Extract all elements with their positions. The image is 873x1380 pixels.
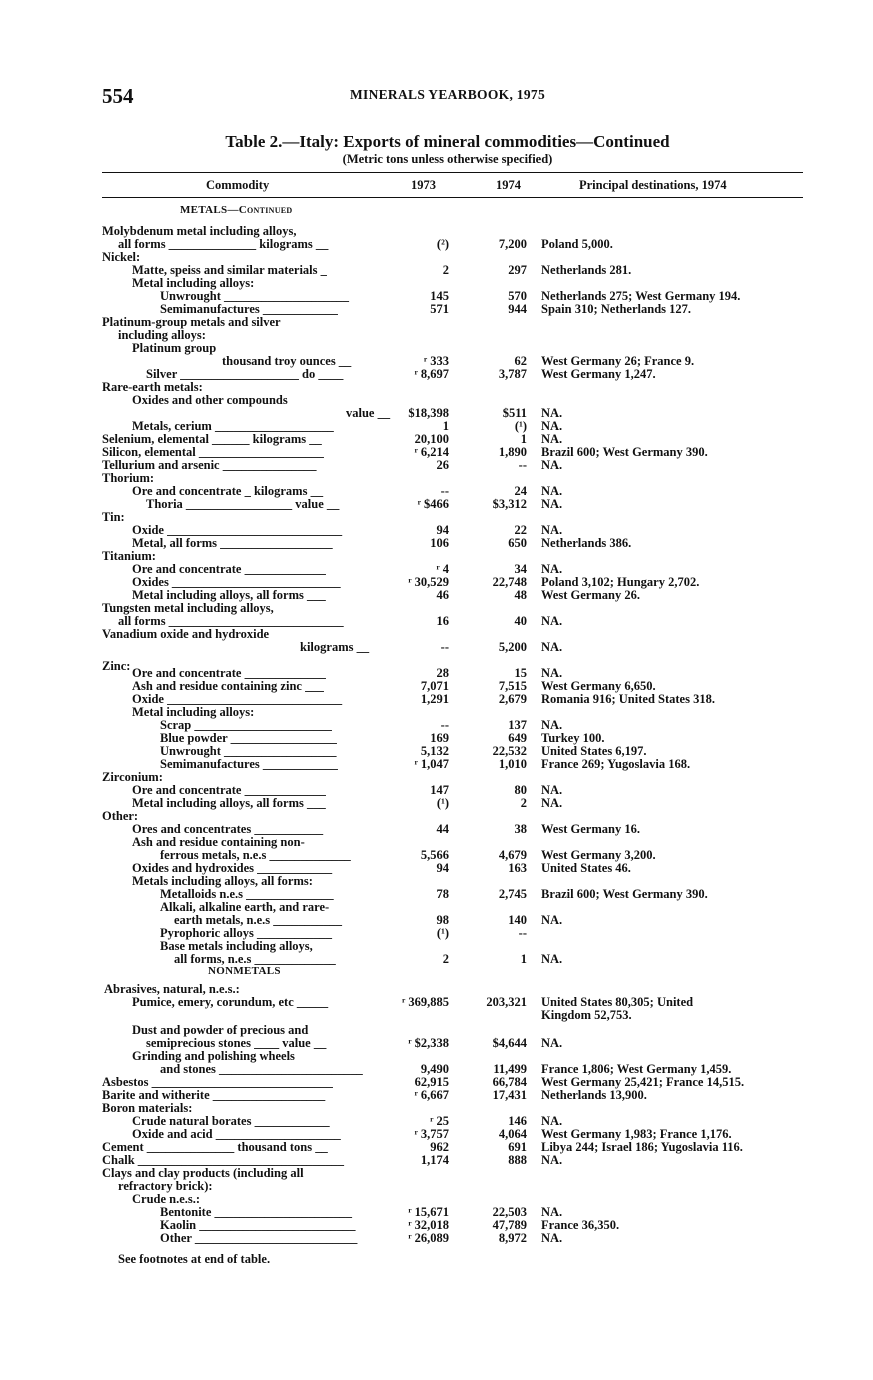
commodity-cell: thousand troy ounces __ <box>222 354 352 368</box>
destinations-cell: Poland 5,000. <box>541 237 613 251</box>
commodity-cell: Tungsten metal including alloys, <box>102 601 274 615</box>
commodity-cell: Ash and residue containing non- <box>132 835 305 849</box>
value-1973-cell: ʳ 8,697 <box>414 367 449 381</box>
destinations-cell: Kingdom 52,753. <box>541 1008 632 1022</box>
value-1973-cell: 44 <box>436 822 449 836</box>
destinations-cell: Libya 244; Israel 186; Yugoslavia 116. <box>541 1140 743 1154</box>
value-1974-cell: 48 <box>514 588 527 602</box>
table-row <box>0 329 873 342</box>
commodity-cell: Silicon, elemental ____________________ <box>102 445 324 459</box>
destinations-cell: NA. <box>541 1205 563 1219</box>
commodity-cell: Grinding and polishing wheels <box>132 1049 295 1063</box>
table-row <box>0 862 873 875</box>
table-row <box>0 472 873 485</box>
destinations-cell: NA. <box>541 783 563 797</box>
commodity-cell: Ash and residue containing zinc ___ <box>132 679 324 693</box>
value-1973-cell: 2 <box>442 952 449 966</box>
commodity-cell: Molybdenum metal including alloys, <box>102 224 297 238</box>
value-1974-cell: 24 <box>514 484 527 498</box>
value-1973-cell: ʳ 3,757 <box>414 1127 449 1141</box>
value-1973-cell: ʳ 15,671 <box>408 1205 449 1219</box>
header-top-rule <box>102 172 803 173</box>
commodity-cell: Vanadium oxide and hydroxide <box>102 627 270 641</box>
destinations-cell: France 269; Yugoslavia 168. <box>541 757 691 771</box>
header-bottom-rule <box>102 197 803 198</box>
value-1973-cell: 5,132 <box>420 744 449 758</box>
destinations-cell: United States 46. <box>541 861 631 875</box>
commodity-cell: Metal including alloys, all forms ___ <box>132 588 326 602</box>
value-1973-cell: ʳ 6,667 <box>414 1088 449 1102</box>
commodity-cell: Metal including alloys: <box>132 276 255 290</box>
commodity-cell: Ore and concentrate _ kilograms __ <box>132 484 324 498</box>
commodity-cell: Matte, speiss and similar materials _ <box>132 263 327 277</box>
commodity-cell: Oxides ___________________________ <box>132 575 341 589</box>
value-1974-cell: 62 <box>514 354 527 368</box>
commodity-cell: all forms ______________ kilograms __ <box>118 237 329 251</box>
value-1973-cell: -- <box>440 718 449 732</box>
destinations-cell: Spain 310; Netherlands 127. <box>541 302 692 316</box>
destinations-cell: NA. <box>541 458 563 472</box>
value-1974-cell: $3,312 <box>492 497 527 511</box>
commodity-cell: and stones _______________________ <box>160 1062 363 1076</box>
commodity-cell: Alkali, alkaline earth, and rare- <box>160 900 330 914</box>
commodity-cell: Metal, all forms __________________ <box>132 536 333 550</box>
value-1973-cell: 169 <box>430 731 449 745</box>
table-row <box>0 706 873 719</box>
value-1974-cell: 22,503 <box>492 1205 527 1219</box>
value-1973-cell: ʳ 333 <box>423 354 449 368</box>
commodity-cell: Other: <box>102 809 139 823</box>
destinations-cell: Netherlands 275; West Germany 194. <box>541 289 741 303</box>
destinations-cell: NA. <box>541 718 563 732</box>
value-1974-cell: 203,321 <box>486 995 527 1009</box>
destinations-cell: NA. <box>541 432 563 446</box>
value-1973-cell: 94 <box>436 523 449 537</box>
commodity-cell: Oxide ____________________________ <box>132 523 343 537</box>
commodity-cell: Oxide ____________________________ <box>132 692 343 706</box>
value-1973-cell: 46 <box>436 588 449 602</box>
value-1973-cell: 94 <box>436 861 449 875</box>
commodity-cell: Titanium: <box>102 549 156 563</box>
column-header-commodity: Commodity <box>206 178 270 192</box>
table-title: Table 2.—Italy: Exports of mineral commodities—Continued <box>225 132 670 151</box>
value-1974-cell: 5,200 <box>498 640 527 654</box>
destinations-cell: France 36,350. <box>541 1218 620 1232</box>
value-1974-cell: 80 <box>514 783 527 797</box>
value-1974-cell: 649 <box>508 731 527 745</box>
destinations-cell: West Germany 3,200. <box>541 848 656 862</box>
commodity-cell: Barite and witherite __________________ <box>102 1088 326 1102</box>
value-1974-cell: 7,200 <box>498 237 527 251</box>
value-1973-cell: -- <box>440 484 449 498</box>
column-header-1974: 1974 <box>496 178 521 192</box>
value-1973-cell: 1,291 <box>420 692 449 706</box>
commodity-cell: Tin: <box>102 510 125 524</box>
commodity-cell: Dust and powder of precious and <box>132 1023 309 1037</box>
value-1974-cell: 140 <box>508 913 527 927</box>
commodity-cell: Kaolin _________________________ <box>160 1218 356 1232</box>
value-1974-cell: 8,972 <box>498 1231 527 1245</box>
destinations-cell: West Germany 6,650. <box>541 679 656 693</box>
value-1973-cell: 962 <box>430 1140 449 1154</box>
commodity-cell: Zirconium: <box>102 770 163 784</box>
commodity-cell: Chalk _________________________________ <box>102 1153 345 1167</box>
value-1974-cell: 47,789 <box>492 1218 527 1232</box>
commodity-cell: refractory brick): <box>118 1179 213 1193</box>
destinations-cell: Netherlands 386. <box>541 536 632 550</box>
value-1974-cell: 650 <box>508 536 527 550</box>
commodity-cell: Base metals including alloys, <box>160 939 313 953</box>
destinations-cell: West Germany 25,421; France 14,515. <box>541 1075 745 1089</box>
commodity-cell: Silver ___________________ do ____ <box>146 367 344 381</box>
destinations-cell: NA. <box>541 523 563 537</box>
value-1974-cell: 4,064 <box>498 1127 527 1141</box>
value-1973-cell: 1,174 <box>420 1153 449 1167</box>
value-1973-cell: 98 <box>436 913 449 927</box>
value-1973-cell: 106 <box>430 536 449 550</box>
destinations-cell: NA. <box>541 913 563 927</box>
commodity-cell: Platinum group <box>132 341 217 355</box>
destinations-cell: Brazil 600; West Germany 390. <box>541 445 708 459</box>
table-row <box>0 381 873 394</box>
commodity-cell: Scrap ______________________ <box>160 718 332 732</box>
value-1974-cell: 7,515 <box>498 679 527 693</box>
table-row <box>0 693 873 706</box>
value-1974-cell: 22 <box>514 523 527 537</box>
destinations-cell: West Germany 16. <box>541 822 640 836</box>
destinations-cell: Turkey 100. <box>541 731 605 745</box>
destinations-cell: NA. <box>541 484 563 498</box>
commodity-cell: Other __________________________ <box>160 1231 358 1245</box>
value-1973-cell: $18,398 <box>408 406 449 420</box>
value-1974-cell: 15 <box>514 666 527 680</box>
table-row <box>0 888 873 901</box>
value-1974-cell: $4,644 <box>492 1036 527 1050</box>
table-row <box>0 1037 873 1050</box>
commodity-cell: Nickel: <box>102 250 141 264</box>
commodity-cell: Metal including alloys: <box>132 705 255 719</box>
commodity-cell: ferrous metals, n.e.s _____________ <box>160 848 351 862</box>
value-1973-cell: (²) <box>436 237 449 251</box>
value-1973-cell: ʳ 369,885 <box>402 995 449 1009</box>
destinations-cell: United States 6,197. <box>541 744 647 758</box>
commodity-cell: all forms, n.e.s _____________ <box>174 952 336 966</box>
page-number: 554 <box>102 84 134 108</box>
commodity-cell: including alloys: <box>118 328 206 342</box>
destinations-cell: West Germany 1,983; France 1,176. <box>541 1127 732 1141</box>
table-row <box>0 1180 873 1193</box>
destinations-cell: Netherlands 281. <box>541 263 632 277</box>
commodity-cell: Semimanufactures ____________ <box>160 302 338 316</box>
commodity-cell: Thoria _________________ value __ <box>146 497 340 511</box>
commodity-cell: Ore and concentrate _____________ <box>132 783 326 797</box>
value-1974-cell: 1,010 <box>498 757 527 771</box>
value-1973-cell: ʳ 30,529 <box>408 575 449 589</box>
destinations-cell: France 1,806; West Germany 1,459. <box>541 1062 732 1076</box>
destinations-cell: NA. <box>541 1036 563 1050</box>
value-1973-cell: 145 <box>430 289 449 303</box>
value-1974-cell: 1,890 <box>498 445 527 459</box>
value-1973-cell: ʳ $466 <box>417 497 449 511</box>
value-1973-cell: 62,915 <box>414 1075 449 1089</box>
destinations-cell: NA. <box>541 497 563 511</box>
destinations-cell: NA. <box>541 614 563 628</box>
commodity-cell: Ore and concentrate _____________ <box>132 666 326 680</box>
commodity-cell: Unwrought ____________________ <box>160 289 350 303</box>
value-1974-cell: 1 <box>520 432 527 446</box>
value-1974-cell: 22,748 <box>492 575 527 589</box>
value-1974-cell: 137 <box>508 718 527 732</box>
value-1974-cell: $511 <box>502 406 527 420</box>
commodity-cell: Ore and concentrate _____________ <box>132 562 326 576</box>
value-1974-cell: 163 <box>508 861 527 875</box>
value-1973-cell: 147 <box>430 783 449 797</box>
commodity-cell: Crude n.e.s.: <box>132 1192 201 1206</box>
commodity-cell: Metal including alloys, all forms ___ <box>132 796 326 810</box>
value-1974-cell: 22,532 <box>492 744 527 758</box>
table-row <box>0 1009 873 1022</box>
destinations-cell: Brazil 600; West Germany 390. <box>541 887 708 901</box>
table-row <box>0 264 873 277</box>
value-1974-cell: -- <box>518 458 527 472</box>
column-header-1973: 1973 <box>411 178 436 192</box>
commodity-cell: Oxides and other compounds <box>132 393 288 407</box>
commodity-cell: Cement ______________ thousand tons __ <box>102 1140 328 1154</box>
value-1973-cell: ʳ 4 <box>436 562 449 576</box>
commodity-cell: Bentonite ______________________ <box>160 1205 353 1219</box>
table-row <box>0 1232 873 1245</box>
destinations-cell: West Germany 26; France 9. <box>541 354 695 368</box>
value-1973-cell: -- <box>440 640 449 654</box>
value-1973-cell: 7,071 <box>420 679 449 693</box>
destinations-cell: Netherlands 13,900. <box>541 1088 647 1102</box>
value-1974-cell: 297 <box>508 263 527 277</box>
destinations-cell: NA. <box>541 562 563 576</box>
commodity-cell: Ores and concentrates ___________ <box>132 822 324 836</box>
table-row <box>0 940 873 953</box>
value-1974-cell: 146 <box>508 1114 527 1128</box>
value-1974-cell: 2,745 <box>498 887 527 901</box>
value-1973-cell: (¹) <box>436 926 449 940</box>
commodity-cell: earth metals, n.e.s ___________ <box>174 913 343 927</box>
value-1973-cell: 78 <box>436 887 449 901</box>
value-1973-cell: 16 <box>436 614 449 628</box>
table-row <box>0 927 873 940</box>
commodity-cell: Pyrophoric alloys ____________ <box>160 926 332 940</box>
commodity-cell: Metalloids n.e.s ______________ <box>160 887 334 901</box>
column-header-destinations: Principal destinations, 1974 <box>579 178 727 192</box>
value-1974-cell: 66,784 <box>492 1075 527 1089</box>
value-1974-cell: 1 <box>520 952 527 966</box>
table-row <box>0 641 873 654</box>
table-row <box>0 823 873 836</box>
value-1974-cell: 3,787 <box>498 367 527 381</box>
commodity-cell: kilograms __ <box>300 640 370 654</box>
value-1973-cell: 571 <box>430 302 449 316</box>
destinations-cell: NA. <box>541 1114 563 1128</box>
value-1974-cell: 570 <box>508 289 527 303</box>
commodity-cell: value __ <box>346 406 391 420</box>
value-1974-cell: -- <box>518 926 527 940</box>
value-1974-cell: 2,679 <box>498 692 527 706</box>
value-1974-cell: 40 <box>514 614 527 628</box>
value-1974-cell: 944 <box>508 302 527 316</box>
destinations-cell: NA. <box>541 796 563 810</box>
destinations-cell: NA. <box>541 406 563 420</box>
destinations-cell: NA. <box>541 666 563 680</box>
running-head: MINERALS YEARBOOK, 1975 <box>349 87 546 102</box>
commodity-cell: semiprecious stones ____ value __ <box>146 1036 327 1050</box>
commodity-cell: Boron materials: <box>102 1101 193 1115</box>
table-row <box>0 996 873 1009</box>
value-1973-cell: ʳ 26,089 <box>408 1231 449 1245</box>
value-1973-cell: 26 <box>436 458 449 472</box>
destinations-cell: West Germany 1,247. <box>541 367 656 381</box>
commodity-cell: all forms ____________________________ <box>118 614 344 628</box>
value-1973-cell: ʳ 1,047 <box>414 757 449 771</box>
commodity-cell: Zinc: <box>102 659 131 673</box>
table-row <box>0 953 873 966</box>
table-row <box>0 628 873 641</box>
commodity-cell: Asbestos _____________________________ <box>102 1075 333 1089</box>
value-1974-cell: 11,499 <box>493 1062 527 1076</box>
value-1973-cell: 2 <box>442 263 449 277</box>
value-1974-cell: 17,431 <box>492 1088 527 1102</box>
destinations-cell: NA. <box>541 1231 563 1245</box>
commodity-cell: Rare-earth metals: <box>102 380 203 394</box>
value-1973-cell: ʳ 6,214 <box>414 445 449 459</box>
destinations-cell: United States 80,305; United <box>541 995 694 1009</box>
table-row <box>0 407 873 420</box>
commodity-cell: Abrasives, natural, n.e.s.: <box>104 982 240 996</box>
commodity-cell: Oxide and acid ____________________ <box>132 1127 341 1141</box>
commodity-cell: Tellurium and arsenic _______________ <box>102 458 317 472</box>
commodity-cell: Semimanufactures ____________ <box>160 757 338 771</box>
destinations-cell: Poland 3,102; Hungary 2,702. <box>541 575 700 589</box>
commodity-cell: Selenium, elemental ______ kilograms __ <box>102 432 322 446</box>
value-1973-cell: 1 <box>442 419 449 433</box>
value-1974-cell: 38 <box>514 822 527 836</box>
commodity-cell: Metals including alloys, all forms: <box>132 874 313 888</box>
value-1974-cell: 4,679 <box>498 848 527 862</box>
section-heading-nonmetals: NONMETALS <box>208 965 281 977</box>
value-1973-cell: 5,566 <box>420 848 449 862</box>
section-heading-metals: METALS—Continued <box>180 204 293 216</box>
destinations-cell: NA. <box>541 419 563 433</box>
commodity-cell: Crude natural borates ____________ <box>132 1114 330 1128</box>
destinations-cell: NA. <box>541 952 563 966</box>
commodity-cell: Metals, cerium ___________________ <box>132 419 334 433</box>
commodity-cell: Thorium: <box>102 471 155 485</box>
value-1973-cell: ʳ 25 <box>430 1114 449 1128</box>
value-1974-cell: 34 <box>514 562 527 576</box>
destinations-cell: NA. <box>541 1153 563 1167</box>
table-row <box>0 251 873 264</box>
value-1973-cell: ʳ $2,338 <box>408 1036 449 1050</box>
commodity-cell: Platinum-group metals and silver <box>102 315 281 329</box>
value-1973-cell: (¹) <box>436 796 449 810</box>
table-subtitle: (Metric tons unless otherwise specified) <box>342 152 553 166</box>
footnote: See footnotes at end of table. <box>118 1252 271 1266</box>
commodity-cell: Pumice, emery, corundum, etc _____ <box>132 995 329 1009</box>
value-1973-cell: 9,490 <box>420 1062 449 1076</box>
value-1974-cell: (¹) <box>514 419 527 433</box>
value-1974-cell: 888 <box>508 1153 527 1167</box>
destinations-cell: West Germany 26. <box>541 588 640 602</box>
value-1973-cell: ʳ 32,018 <box>408 1218 449 1232</box>
commodity-cell: Blue powder _________________ <box>160 731 337 745</box>
destinations-cell: NA. <box>541 640 563 654</box>
value-1973-cell: 20,100 <box>414 432 449 446</box>
value-1974-cell: 2 <box>520 796 527 810</box>
table-row <box>0 498 873 511</box>
commodity-cell: Clays and clay products (including all <box>102 1166 304 1180</box>
value-1974-cell: 691 <box>508 1140 527 1154</box>
value-1973-cell: 28 <box>436 666 449 680</box>
destinations-cell: Romania 916; United States 318. <box>541 692 715 706</box>
commodity-cell: Oxides and hydroxides ____________ <box>132 861 333 875</box>
commodity-cell: Unwrought __________________ <box>160 744 337 758</box>
